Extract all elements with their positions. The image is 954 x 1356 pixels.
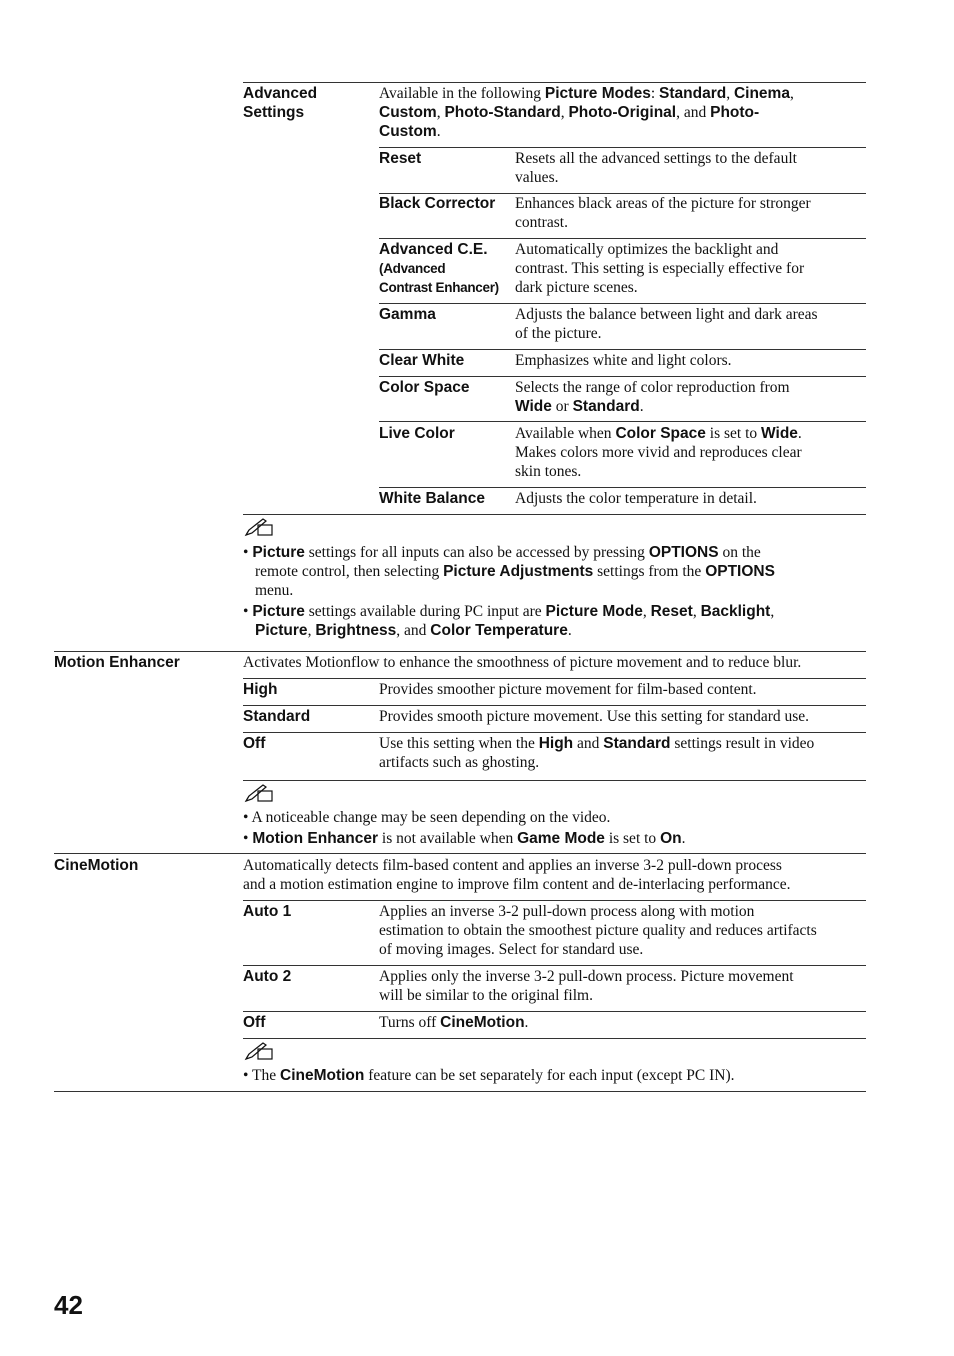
cinemotion-auto1-label: Auto 1 (243, 903, 292, 920)
reset-description: Resets all the advanced settings to the default values. (515, 150, 797, 186)
divider (243, 780, 866, 781)
live-color-label: Live Color (379, 425, 455, 442)
advanced-settings-intro: Available in the following Picture Modes: Standard, Cinema, Custom, Photo-Standard, Photo-Original, and Photo- Custom. (379, 85, 794, 140)
divider (379, 421, 866, 422)
motion-enhancer-label: Motion Enhancer (54, 654, 180, 671)
divider (379, 487, 866, 488)
black-corrector-label: Black Corrector (379, 195, 496, 212)
divider (243, 900, 866, 901)
cinemotion-auto1-description: Applies an inverse 3-2 pull-down process along with motion estimation to obtain the smoothest picture quality and reduces artifacts of moving images. Select for standard use. (379, 903, 817, 958)
advanced-ce-description: Automatically optimizes the backlight and contrast. This setting is especially effective for dark picture scenes. (515, 241, 805, 296)
white-balance-label: White Balance (379, 490, 485, 507)
divider (379, 349, 866, 350)
cinemotion-notes: • The CineMotion feature can be set separately for each input (except PC IN). (243, 1067, 735, 1084)
motion-off-label: Off (243, 735, 266, 752)
motion-standard-description: Provides smooth picture movement. Use this setting for standard use. (379, 708, 810, 725)
note-pencil-icon (244, 784, 274, 804)
white-balance-description: Adjusts the color temperature in detail. (515, 490, 757, 507)
cinemotion-intro: Automatically detects film-based content and applies an inverse 3-2 pull-down process and a motion estimation engine to improve film content and de-interlacing performance. (243, 857, 791, 893)
cinemotion-off-description: Turns off CineMotion. (379, 1014, 529, 1031)
motion-enhancer-intro: Activates Motionflow to enhance the smoothness of picture movement and to reduce blur. (243, 654, 802, 671)
color-space-description: Selects the range of color reproduction from Wide or Standard. (515, 379, 790, 415)
divider (243, 678, 866, 679)
cinemotion-off-label: Off (243, 1014, 266, 1031)
cinemotion-auto2-description: Applies only the inverse 3-2 pull-down process. Picture movement will be similar to the original film. (379, 968, 794, 1004)
divider (379, 303, 866, 304)
divider (243, 1011, 866, 1012)
divider (243, 965, 866, 966)
motion-high-description: Provides smoother picture movement for film-based content. (379, 681, 757, 698)
divider (243, 514, 866, 515)
divider (379, 238, 866, 239)
clear-white-description: Emphasizes white and light colors. (515, 352, 732, 369)
page-number: 42 (54, 1290, 83, 1320)
divider (54, 853, 866, 854)
divider (243, 82, 866, 83)
divider (243, 732, 866, 733)
divider (54, 651, 866, 652)
divider (54, 1091, 866, 1092)
divider (379, 147, 866, 148)
advanced-notes: • Picture settings for all inputs can also be accessed by pressing OPTIONS on the remote control, then selecting Picture Adjustments settings from the OPTIONS menu. • Picture settings available during PC input are Picture Mode, Reset, Backlight, Picture, Brightness, and Color Temperature. (243, 544, 775, 639)
live-color-description: Available when Color Space is set to Wide. Makes colors more vivid and reproduces clear skin tones. (515, 425, 802, 480)
advanced-ce-label: Advanced C.E. (Advanced Contrast Enhancer) (379, 241, 499, 295)
gamma-description: Adjusts the balance between light and dark areas of the picture. (515, 306, 818, 342)
color-space-label: Color Space (379, 379, 470, 396)
motion-high-label: High (243, 681, 278, 698)
motion-standard-label: Standard (243, 708, 311, 725)
note-pencil-icon (244, 1042, 274, 1062)
divider (379, 376, 866, 377)
note-pencil-icon (244, 518, 274, 538)
motion-off-description: Use this setting when the High and Standard settings result in video artifacts such as ghosting. (379, 735, 815, 771)
reset-label: Reset (379, 150, 422, 167)
black-corrector-description: Enhances black areas of the picture for stronger contrast. (515, 195, 811, 231)
divider (243, 705, 866, 706)
clear-white-label: Clear White (379, 352, 465, 369)
cinemotion-label: CineMotion (54, 857, 139, 874)
motion-notes: • A noticeable change may be seen depending on the video. • Motion Enhancer is not available when Game Mode is set to On. (243, 809, 686, 847)
advanced-settings-label: Advanced Settings (243, 85, 318, 121)
cinemotion-auto2-label: Auto 2 (243, 968, 292, 985)
gamma-label: Gamma (379, 306, 436, 323)
divider (243, 1038, 866, 1039)
